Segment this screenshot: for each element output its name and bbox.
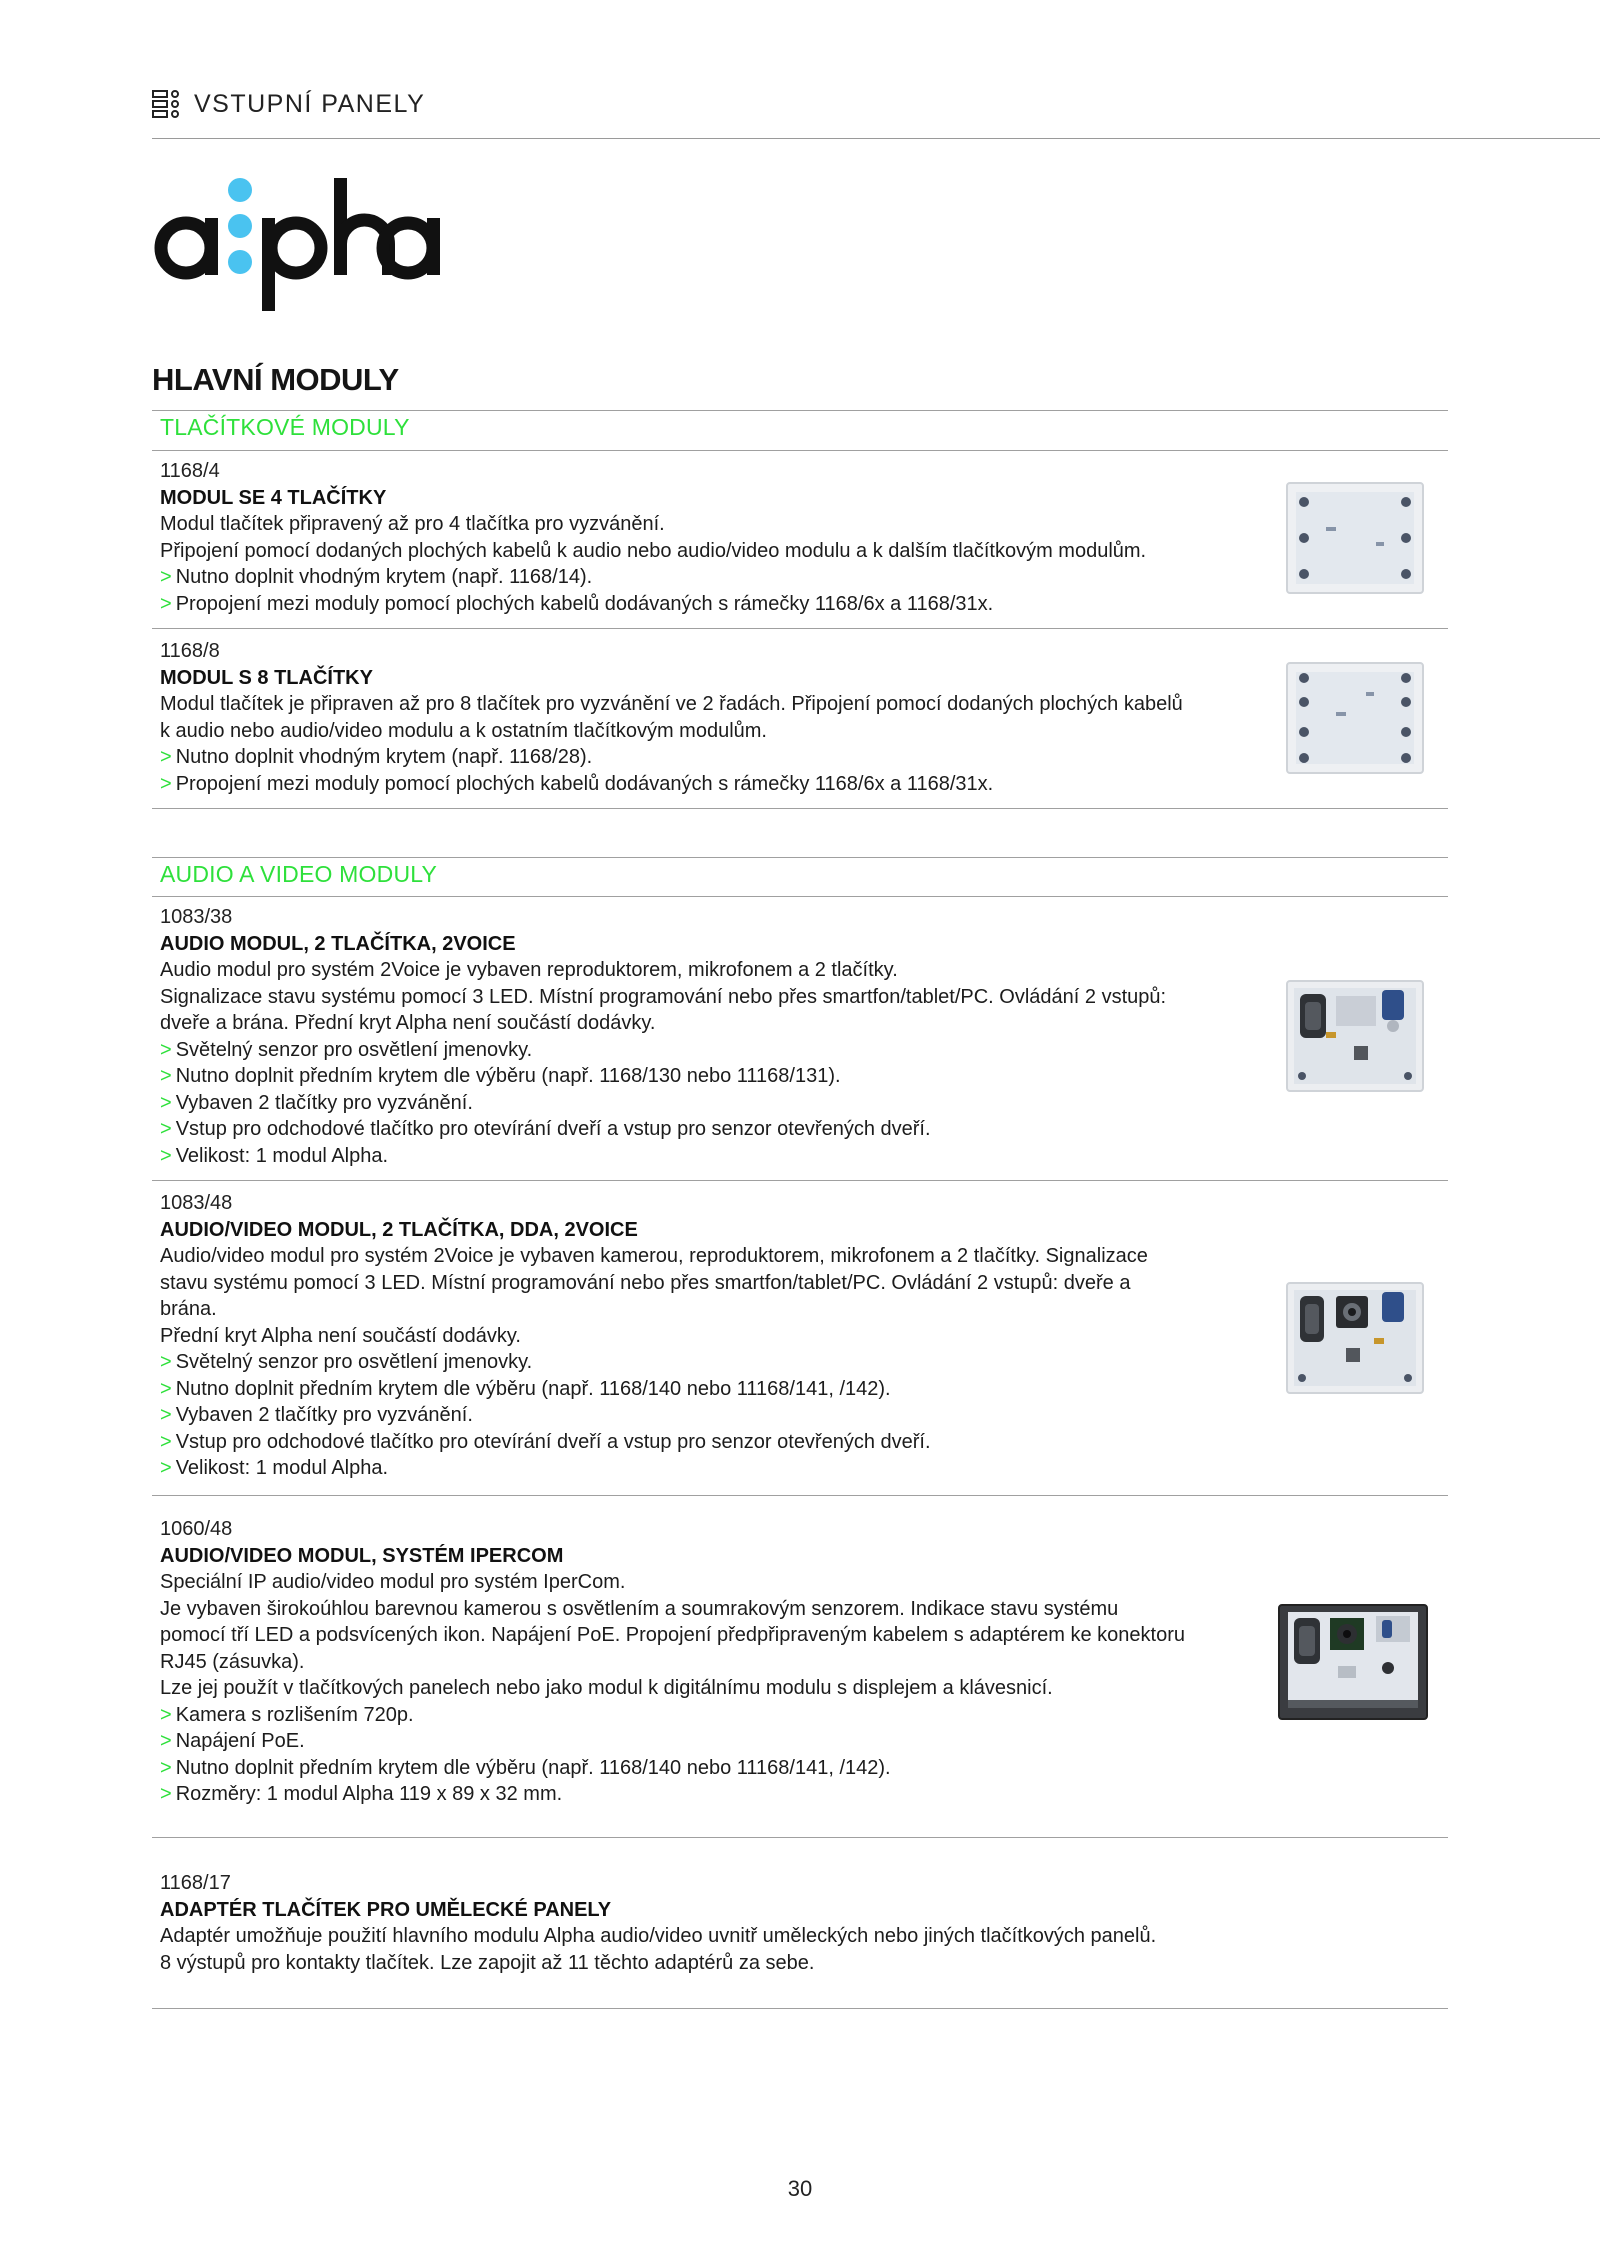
product-name: AUDIO MODUL, 2 TLAČÍTKA, 2VOICE	[160, 932, 516, 955]
product-description-line: k audio nebo audio/video modulu a k ostatním tlačítkovým modulům.	[160, 719, 767, 742]
divider	[152, 1180, 1448, 1181]
product-description-line: Speciální IP audio/video modul pro systém IperCom.	[160, 1571, 626, 1593]
bullet-arrow-icon: >	[160, 1091, 172, 1114]
divider	[152, 857, 1448, 858]
product-entry	[160, 904, 1166, 1169]
product-name: MODUL S 8 TLAČÍTKY	[160, 666, 373, 689]
bullet-arrow-icon: >	[160, 1038, 172, 1061]
bullet-text: Nutno doplnit předním krytem dle výběru (např. 1168/140 nebo 11168/141, /142).	[175, 1377, 891, 1400]
product-bullet	[160, 1755, 1185, 1782]
product-bullet	[160, 1376, 1148, 1403]
header-divider	[152, 138, 1600, 139]
bullet-arrow-icon: >	[160, 1065, 172, 1087]
product-description-line: stavu systému pomocí 3 LED. Místní programování nebo přes smartfon/tablet/PC. Ovládání 2 vstupů: dveře a	[160, 1271, 1131, 1294]
product-bullet	[160, 744, 1183, 771]
bullet-arrow-icon: >	[160, 1703, 172, 1726]
page-header	[152, 84, 425, 124]
product-code: 1168/17	[160, 1872, 231, 1894]
bullet-text: Propojení mezi moduly pomocí plochých kabelů dodávaných s rámečky 1168/6x a 1168/31x.	[175, 592, 994, 615]
product-bullet	[160, 1728, 1185, 1755]
bullet-text: Nutno doplnit předním krytem dle výběru (např. 1168/130 nebo 11168/131).	[175, 1065, 841, 1087]
product-bullet	[160, 1116, 1166, 1143]
bullet-arrow-icon: >	[160, 1430, 172, 1453]
bullet-text: Nutno doplnit vhodným krytem (např. 1168/14).	[175, 566, 593, 588]
bullet-arrow-icon: >	[160, 592, 172, 615]
divider	[152, 896, 1448, 897]
alpha-logo	[150, 172, 450, 312]
subsection-title-buttons: TLAČÍTKOVÉ MODULY	[160, 414, 410, 440]
bullet-arrow-icon: >	[160, 1118, 172, 1140]
bullet-arrow-icon: >	[160, 1783, 172, 1805]
bullet-text: Velikost: 1 modul Alpha.	[175, 1144, 389, 1167]
product-code: 1083/38	[160, 906, 233, 928]
section-title: HLAVNÍ MODULY	[152, 362, 399, 397]
product-code: 1168/4	[160, 460, 220, 482]
product-entry	[160, 1870, 1156, 1976]
ip-video-module-image	[1278, 1604, 1428, 1720]
bullet-arrow-icon: >	[160, 1404, 172, 1426]
bullet-text: Velikost: 1 modul Alpha.	[175, 1457, 389, 1479]
bullet-arrow-icon: >	[160, 746, 172, 768]
divider	[152, 1837, 1448, 1838]
bullet-text: Světelný senzor pro osvětlení jmenovky.	[175, 1351, 533, 1373]
bullet-text: Vybaven 2 tlačítky pro vyzvánění.	[175, 1091, 473, 1114]
product-description-line: Modul tlačítek je připraven až pro 8 tlačítek pro vyzvánění ve 2 řadách. Připojení pomocí dodaných plochých kabelů	[160, 693, 1183, 715]
divider	[152, 808, 1448, 809]
header-label: VSTUPNÍ PANELY	[194, 89, 426, 118]
product-code: 1060/48	[160, 1518, 233, 1540]
divider	[152, 450, 1448, 451]
bullet-arrow-icon: >	[160, 772, 172, 795]
bullet-text: Vstup pro odchodové tlačítko pro otevírání dveří a vstup pro senzor otevřených dveří.	[175, 1118, 931, 1140]
bullet-arrow-icon: >	[160, 1756, 172, 1779]
product-bullet	[160, 1429, 1148, 1456]
product-description-line: 8 výstupů pro kontakty tlačítek. Lze zapojit až 11 těchto adaptérů za sebe.	[160, 1951, 815, 1974]
video-module-image	[1286, 1282, 1424, 1394]
product-bullet	[160, 1781, 1185, 1808]
bullet-text: Kamera s rozlišením 720p.	[175, 1703, 414, 1726]
product-bullet	[160, 1349, 1148, 1376]
product-entry	[160, 638, 1183, 797]
bullet-arrow-icon: >	[160, 1144, 172, 1167]
product-bullet	[160, 1143, 1166, 1170]
page-number: 30	[787, 2176, 813, 2201]
product-bullet	[160, 564, 1146, 591]
bullet-text: Vybaven 2 tlačítky pro vyzvánění.	[175, 1404, 473, 1426]
product-description-line: brána.	[160, 1298, 217, 1320]
product-bullet	[160, 591, 1146, 618]
product-description-line: dveře a brána. Přední kryt Alpha není součástí dodávky.	[160, 1012, 656, 1034]
panel-grid-icon	[152, 90, 180, 118]
divider	[152, 410, 1448, 411]
subsection-title-av: AUDIO A VIDEO MODULY	[160, 861, 438, 887]
product-bullet	[160, 1455, 1148, 1482]
bullet-text: Vstup pro odchodové tlačítko pro otevírání dveří a vstup pro senzor otevřených dveří.	[175, 1430, 931, 1453]
bullet-text: Rozměry: 1 modul Alpha 119 x 89 x 32 mm.	[175, 1783, 563, 1805]
product-description-line: Adaptér umožňuje použití hlavního modulu Alpha audio/video uvnitř uměleckých nebo jiných tlačítkových panelů.	[160, 1925, 1157, 1947]
button-module-8-image	[1286, 662, 1424, 774]
product-description-line: RJ45 (zásuvka).	[160, 1650, 305, 1673]
bullet-text: Napájení PoE.	[175, 1730, 305, 1752]
product-description-line: Signalizace stavu systému pomocí 3 LED. Místní programování nebo přes smartfon/tablet/PC. Ovládání 2 vstupů:	[160, 985, 1167, 1008]
product-description-line: Je vybaven širokoúhlou barevnou kamerou s osvětlením a soumrakovým senzorem. Indikace stavu systému	[160, 1597, 1119, 1620]
product-entry	[160, 1516, 1185, 1808]
product-code: 1083/48	[160, 1192, 233, 1214]
product-name: MODUL SE 4 TLAČÍTKY	[160, 486, 387, 509]
product-entry	[160, 1190, 1148, 1482]
bullet-arrow-icon: >	[160, 1377, 172, 1400]
bullet-text: Nutno doplnit předním krytem dle výběru (např. 1168/140 nebo 11168/141, /142).	[175, 1756, 891, 1779]
product-description-line: Lze jej použít v tlačítkových panelech nebo jako modul k digitálnímu modulu s displejem a klávesnicí.	[160, 1677, 1053, 1699]
product-description-line: Přední kryt Alpha není součástí dodávky.	[160, 1324, 521, 1347]
product-name: AUDIO/VIDEO MODUL, SYSTÉM IPERCOM	[160, 1544, 564, 1567]
bullet-text: Nutno doplnit vhodným krytem (např. 1168/28).	[175, 746, 593, 768]
product-bullet	[160, 1063, 1166, 1090]
divider	[152, 628, 1448, 629]
bullet-text: Světelný senzor pro osvětlení jmenovky.	[175, 1038, 533, 1061]
product-description-line: Audio modul pro systém 2Voice je vybaven reproduktorem, mikrofonem a 2 tlačítky.	[160, 959, 898, 981]
product-description-line: pomocí tří LED a podsvícených ikon. Napájení PoE. Propojení předpřipraveným kabelem s adaptérem ke konektoru	[160, 1624, 1185, 1646]
product-code: 1168/8	[160, 640, 220, 662]
product-bullet	[160, 771, 1183, 798]
bullet-arrow-icon: >	[160, 1730, 172, 1752]
product-name: AUDIO/VIDEO MODUL, 2 TLAČÍTKA, DDA, 2VOICE	[160, 1218, 638, 1241]
product-description-line: Připojení pomocí dodaných plochých kabelů k audio nebo audio/video modulu a k dalším tlačítkovým modulům.	[160, 539, 1147, 562]
product-bullet	[160, 1702, 1185, 1729]
bullet-arrow-icon: >	[160, 1457, 172, 1479]
product-bullet	[160, 1037, 1166, 1064]
bullet-arrow-icon: >	[160, 566, 172, 588]
product-bullet	[160, 1090, 1166, 1117]
divider	[152, 2008, 1448, 2009]
bullet-arrow-icon: >	[160, 1351, 172, 1373]
product-description-line: Audio/video modul pro systém 2Voice je vybaven kamerou, reproduktorem, mikrofonem a 2 tlačítky. Signalizace	[160, 1245, 1148, 1267]
product-entry	[160, 458, 1146, 617]
product-bullet	[160, 1402, 1148, 1429]
product-description-line: Modul tlačítek připravený až pro 4 tlačítka pro vyzvánění.	[160, 513, 665, 535]
divider	[152, 1495, 1448, 1496]
product-name: ADAPTÉR TLAČÍTEK PRO UMĚLECKÉ PANELY	[160, 1898, 612, 1921]
bullet-text: Propojení mezi moduly pomocí plochých kabelů dodávaných s rámečky 1168/6x a 1168/31x.	[175, 772, 994, 795]
audio-module-image	[1286, 980, 1424, 1092]
button-module-4-image	[1286, 482, 1424, 594]
